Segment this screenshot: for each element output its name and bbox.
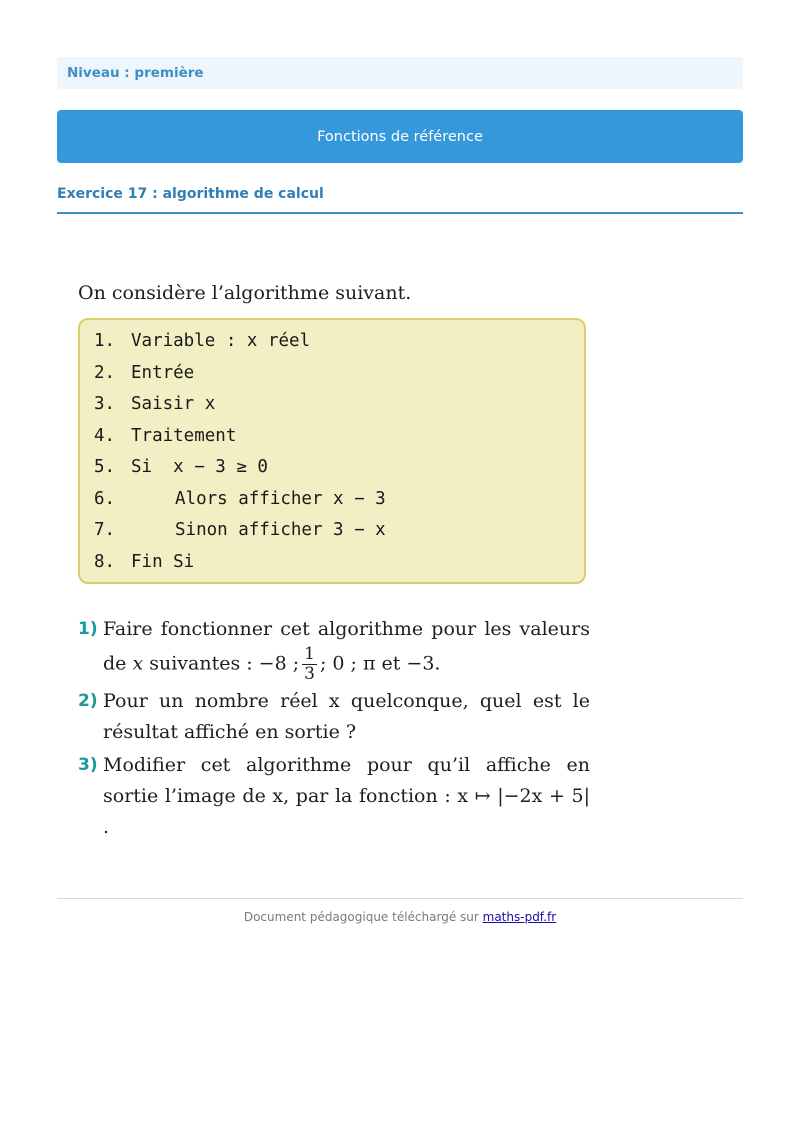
line-text: Si x − 3 ≥ 0 (131, 457, 268, 477)
question-number: 3) (78, 755, 98, 775)
footer-text: Document pédagogique téléchargé sur (243, 910, 483, 924)
line-text: Entrée (131, 362, 195, 383)
footer (57, 910, 743, 924)
question-2 (78, 686, 590, 748)
section-title-banner (57, 110, 743, 163)
line-text: Variable : x réel (131, 331, 311, 351)
exercise-heading: Exercice 17 : algorithme de calcul (57, 186, 743, 214)
line-number: 2. (94, 362, 116, 383)
line-number: 5. (94, 457, 116, 477)
line-number: 7. (94, 520, 116, 540)
line-text: Traitement (131, 425, 237, 446)
line-number: 6. (94, 488, 116, 509)
level-label: Niveau : première (67, 65, 204, 81)
question-1 (78, 614, 590, 684)
question-3 (78, 750, 590, 843)
algorithm-line (94, 358, 584, 390)
question-variable: x (132, 652, 144, 675)
fraction-numerator: 1 (304, 644, 315, 664)
fraction (302, 645, 317, 684)
question-text-part: ; 0 ; π et −3. (319, 652, 441, 675)
question-text: Pour un nombre réel x quelconque, quel est le résultat affiché en sortie ? (103, 690, 590, 743)
line-number: 4. (94, 425, 116, 446)
level-banner (57, 57, 743, 89)
fraction-denominator: 3 (304, 664, 315, 684)
line-text: Fin Si (131, 551, 195, 572)
exercise-content (78, 282, 590, 845)
line-text: Alors afficher x − 3 (175, 488, 386, 509)
algorithm-line (94, 421, 584, 453)
line-number: 8. (94, 551, 116, 572)
exercise-intro: On considère l’algorithme suivant. (78, 282, 412, 304)
line-text: Sinon afficher 3 − x (175, 520, 386, 540)
algorithm-line (94, 389, 584, 421)
line-text: Saisir x (131, 394, 216, 414)
algorithm-line (94, 452, 584, 484)
algorithm-line (94, 515, 584, 547)
question-number: 2) (78, 691, 98, 711)
line-number: 3. (94, 394, 116, 414)
section-title: Fonctions de référence (317, 128, 483, 145)
question-text-part: Faire fonctionner cet algorithme pour les valeurs de (103, 618, 590, 675)
question-text (103, 614, 590, 684)
algorithm-line (94, 547, 584, 579)
footer-link[interactable]: maths-pdf.fr (482, 910, 557, 924)
footer-divider (57, 898, 743, 899)
algorithm-line (94, 484, 584, 516)
algorithm-line (94, 326, 584, 358)
question-text-part: suivantes : −8 ; (143, 652, 300, 675)
algorithm-box (78, 318, 586, 584)
question-list (78, 614, 590, 843)
question-number: 1) (78, 619, 98, 639)
line-number: 1. (94, 331, 116, 351)
question-text: Modifier cet algorithme pour qu’il affiche en sortie l’image de x, par la fonction : x ↦ |−2x + 5| . (103, 754, 590, 838)
